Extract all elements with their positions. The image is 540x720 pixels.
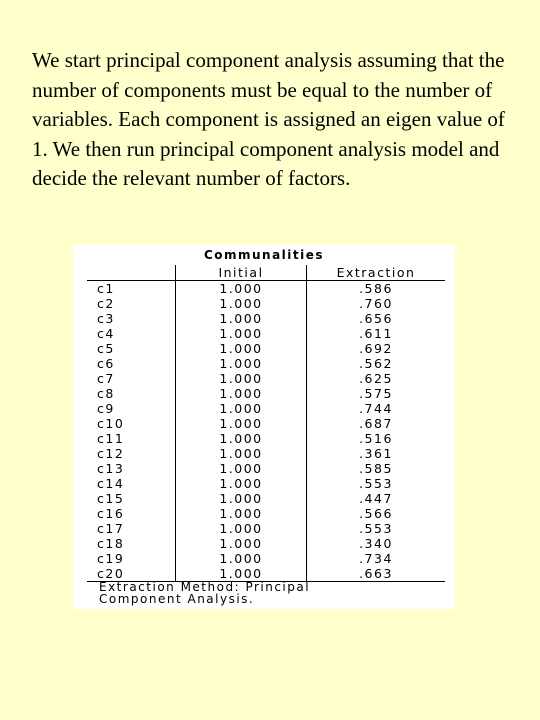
communalities-table — [87, 265, 445, 582]
row-extraction: .553 — [359, 476, 393, 491]
row-extraction: .516 — [359, 431, 393, 446]
row-initial: 1.000 — [176, 461, 307, 476]
row-initial: 1.000 — [176, 356, 307, 371]
row-extraction: .692 — [359, 341, 393, 356]
row-variable: c20 — [87, 566, 176, 582]
row-variable: c17 — [87, 521, 176, 536]
row-extraction: .760 — [359, 296, 393, 311]
row-variable: c1 — [87, 281, 176, 297]
row-initial: 1.000 — [176, 296, 307, 311]
table-row — [87, 551, 445, 566]
table-body — [87, 281, 445, 582]
row-variable: c11 — [87, 431, 176, 446]
footnote-line-1: Extraction Method: Principal — [99, 580, 311, 594]
row-variable: c4 — [87, 326, 176, 341]
table-title: Communalities — [203, 248, 325, 262]
row-variable: c9 — [87, 401, 176, 416]
row-extraction: .744 — [359, 401, 393, 416]
table-row — [87, 281, 445, 297]
row-initial: 1.000 — [176, 431, 307, 446]
row-initial: 1.000 — [176, 446, 307, 461]
table-row — [87, 341, 445, 356]
table-row — [87, 416, 445, 431]
header-extraction: Extraction — [307, 265, 446, 281]
row-extraction: .553 — [359, 521, 393, 536]
row-variable: c8 — [87, 386, 176, 401]
row-initial: 1.000 — [176, 566, 307, 582]
table-row — [87, 431, 445, 446]
row-extraction: .585 — [359, 461, 393, 476]
table-row — [87, 446, 445, 461]
row-variable: c19 — [87, 551, 176, 566]
row-initial: 1.000 — [176, 371, 307, 386]
row-variable: c13 — [87, 461, 176, 476]
table-footnote — [99, 581, 310, 605]
row-initial: 1.000 — [176, 536, 307, 551]
table-row — [87, 536, 445, 551]
row-extraction: .562 — [359, 356, 393, 371]
row-initial: 1.000 — [176, 401, 307, 416]
table-row — [87, 326, 445, 341]
table-row — [87, 386, 445, 401]
row-variable: c2 — [87, 296, 176, 311]
row-initial: 1.000 — [176, 311, 307, 326]
row-extraction: .340 — [359, 536, 393, 551]
row-variable: c16 — [87, 506, 176, 521]
row-initial: 1.000 — [176, 551, 307, 566]
row-extraction: .663 — [307, 566, 446, 582]
table-row — [87, 296, 445, 311]
header-variable — [87, 265, 176, 281]
row-extraction: .566 — [359, 506, 393, 521]
intro-paragraph: We start principal component analysis assuming that the number of components must be equal to the number of variables. Each component is assigned an eigen value of 1. We then run principal component analysis model and decide the relevant number of factors. — [32, 48, 505, 190]
table-row — [87, 506, 445, 521]
footnote-line-2: Component Analysis. — [99, 592, 255, 606]
row-extraction: .575 — [359, 386, 393, 401]
row-variable: c5 — [87, 341, 176, 356]
communalities-table-figure — [73, 245, 455, 609]
table-row — [87, 311, 445, 326]
table-row — [87, 476, 445, 491]
header-initial: Initial — [176, 265, 307, 281]
row-variable: c3 — [87, 311, 176, 326]
row-variable: c18 — [87, 536, 176, 551]
row-extraction: .656 — [359, 311, 393, 326]
table-row — [87, 461, 445, 476]
row-extraction: .611 — [359, 326, 393, 341]
row-variable: c7 — [87, 371, 176, 386]
row-extraction: .586 — [359, 281, 393, 296]
row-variable: c10 — [87, 416, 176, 431]
row-extraction: .625 — [359, 371, 393, 386]
row-variable: c15 — [87, 491, 176, 506]
table-row — [87, 401, 445, 416]
row-initial: 1.000 — [176, 476, 307, 491]
row-variable: c6 — [87, 356, 176, 371]
table-row — [87, 521, 445, 536]
row-initial: 1.000 — [176, 386, 307, 401]
row-extraction: .447 — [359, 491, 393, 506]
row-variable: c12 — [87, 446, 176, 461]
row-initial: 1.000 — [176, 521, 307, 536]
row-initial: 1.000 — [176, 341, 307, 356]
row-initial: 1.000 — [176, 491, 307, 506]
row-extraction: .687 — [359, 416, 393, 431]
row-initial: 1.000 — [176, 506, 307, 521]
row-extraction: .734 — [359, 551, 393, 566]
row-variable: c14 — [87, 476, 176, 491]
table-row — [87, 371, 445, 386]
row-initial: 1.000 — [176, 326, 307, 341]
table-header-row — [87, 265, 445, 281]
row-initial: 1.000 — [176, 281, 307, 297]
row-extraction: .361 — [359, 446, 393, 461]
table-row — [87, 356, 445, 371]
row-initial: 1.000 — [176, 416, 307, 431]
table-row — [87, 491, 445, 506]
